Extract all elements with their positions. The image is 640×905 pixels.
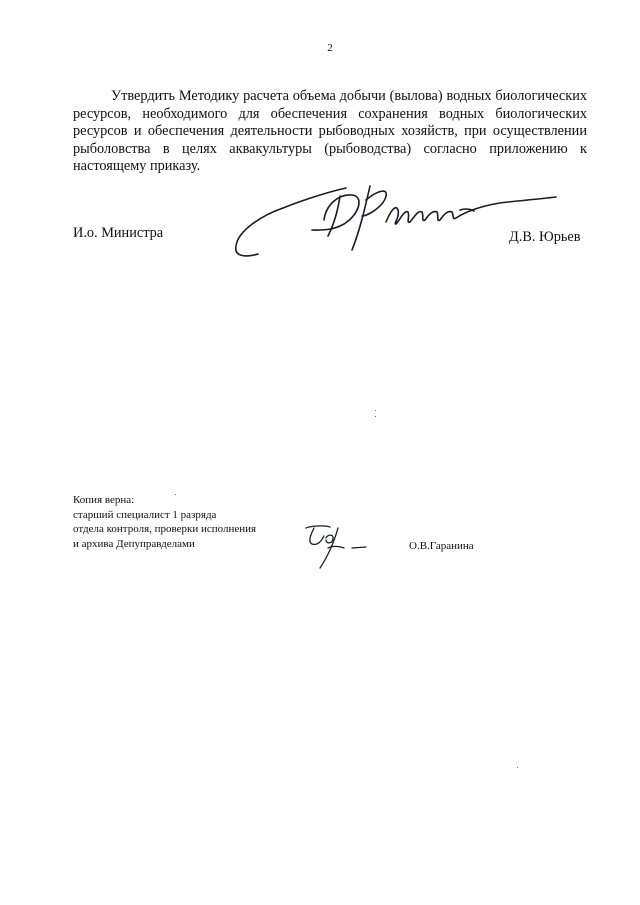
order-paragraph: Утвердить Методику расчета объема добычи (вылова) водных биологических ресурсов, необходимого для обеспечения сохранения водных биологических ресурсов и обеспечения деятельности рыбоводных хозяйств, при осуществлении рыболовства в целях аквакультуры (рыбоводства) согласно приложению к настоящему приказу. [73,88,587,175]
certification-line: старший специалист 1 разряда [73,508,217,521]
scan-speck [175,494,176,495]
signature-image [228,180,581,260]
certification-line: и архива Депуправделами [73,537,195,550]
certification-block [73,493,256,551]
initials-signature-image [300,522,380,570]
certification-line: отдела контроля, проверки исполнения [73,523,257,535]
signatory-name: Д.В. Юрьев [509,229,581,245]
scan-speck [517,767,518,768]
certifier-name: О.В.Гаранина [409,540,474,552]
scan-speck [375,410,376,411]
signatory-role: И.о. Министра [73,225,164,241]
certification-line: Копия верна: [73,494,135,506]
page-number: 2 [327,42,333,54]
scan-speck [375,416,376,417]
